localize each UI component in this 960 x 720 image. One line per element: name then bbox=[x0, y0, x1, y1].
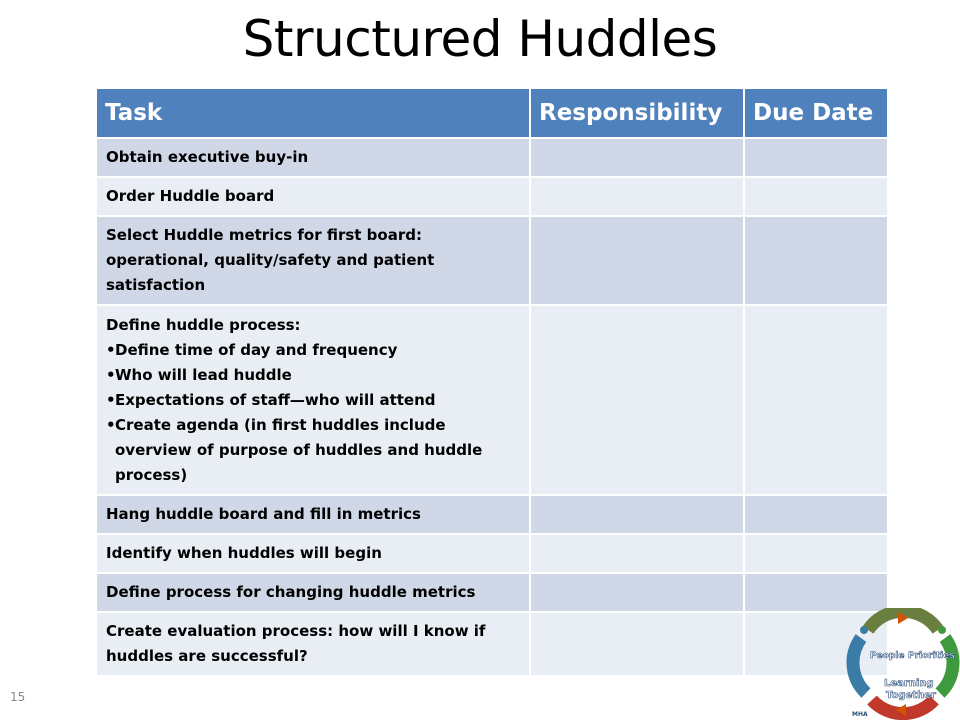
header-due-date: Due Date bbox=[744, 89, 887, 138]
table-row bbox=[97, 216, 887, 305]
logo-word-priorities: Priorities bbox=[908, 651, 955, 661]
table-row bbox=[97, 612, 887, 675]
table-row bbox=[97, 305, 887, 495]
header-responsibility: Responsibility bbox=[530, 89, 744, 138]
task-bullet-list bbox=[106, 338, 520, 488]
table-row bbox=[97, 138, 887, 177]
logo-figure-left bbox=[860, 626, 868, 634]
slide-number: 15 bbox=[10, 690, 26, 704]
task-bullet: • Who will lead huddle bbox=[106, 363, 520, 388]
logo-ring-right bbox=[940, 638, 953, 693]
due-date-cell bbox=[744, 177, 887, 216]
table-row bbox=[97, 177, 887, 216]
task-bullet: • Define time of day and frequency bbox=[106, 338, 520, 363]
responsibility-cell bbox=[530, 216, 744, 305]
due-date-cell bbox=[744, 138, 887, 177]
logo-ring-left bbox=[853, 638, 866, 693]
task-cell: Select Huddle metrics for first board: operational, quality/safety and patient satisfaction bbox=[97, 216, 530, 305]
logo-figure-right bbox=[938, 626, 946, 634]
table-row bbox=[97, 534, 887, 573]
responsibility-cell bbox=[530, 138, 744, 177]
task-cell: Create evaluation process: how will I know if huddles are successful? bbox=[97, 612, 530, 675]
table-row bbox=[97, 495, 887, 534]
task-table bbox=[97, 89, 887, 675]
due-date-cell bbox=[744, 216, 887, 305]
logo-word-together: Together bbox=[886, 690, 936, 701]
slide-title: Structured Huddles bbox=[242, 10, 718, 68]
task-bullet: • Expectations of staff—who will attend bbox=[106, 388, 520, 413]
responsibility-cell bbox=[530, 495, 744, 534]
logo-word-people: People bbox=[870, 651, 905, 661]
task-cell bbox=[97, 305, 530, 495]
due-date-cell bbox=[744, 305, 887, 495]
logo-footer-mark: MHA bbox=[852, 711, 868, 718]
task-cell: Identify when huddles will begin bbox=[97, 534, 530, 573]
responsibility-cell bbox=[530, 612, 744, 675]
task-cell: Hang huddle board and fill in metrics bbox=[97, 495, 530, 534]
responsibility-cell bbox=[530, 573, 744, 612]
responsibility-cell bbox=[530, 177, 744, 216]
responsibility-cell bbox=[530, 534, 744, 573]
logo-word-learning: Learning bbox=[884, 678, 934, 689]
table-row bbox=[97, 573, 887, 612]
task-cell: Order Huddle board bbox=[97, 177, 530, 216]
due-date-cell bbox=[744, 573, 887, 612]
header-task: Task bbox=[97, 89, 530, 138]
responsibility-cell bbox=[530, 305, 744, 495]
people-priorities-logo bbox=[846, 608, 960, 720]
task-cell: Obtain executive buy-in bbox=[97, 138, 530, 177]
task-cell: Define process for changing huddle metrics bbox=[97, 573, 530, 612]
task-bullet: • Create agenda (in first huddles include overview of purpose of huddles and huddle process) bbox=[106, 413, 520, 488]
due-date-cell bbox=[744, 495, 887, 534]
header-row bbox=[97, 89, 887, 138]
due-date-cell bbox=[744, 534, 887, 573]
task-heading: Define huddle process: bbox=[106, 316, 301, 334]
